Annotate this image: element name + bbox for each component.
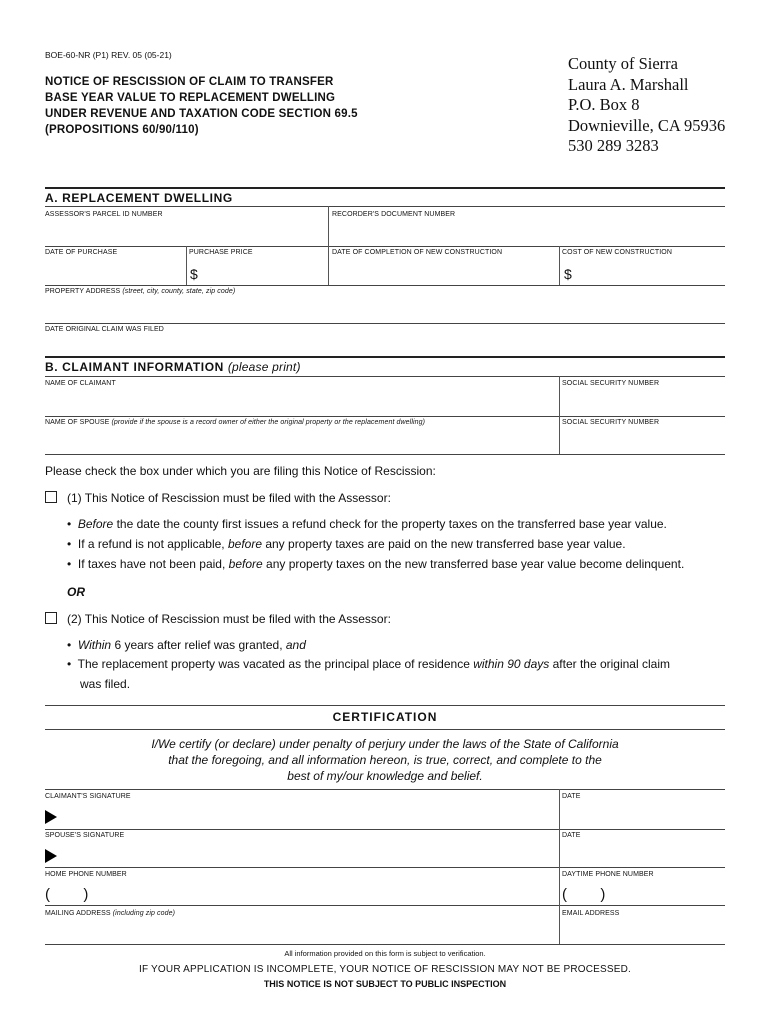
option-1-label: (1) This Notice of Rescission must be filed with the Assessor:	[67, 491, 391, 505]
certification-line: that the foregoing, and all information hereon, is true, correct, and complete to the	[168, 753, 602, 767]
county-address-block	[568, 54, 725, 157]
recorder-doc-field[interactable]	[329, 206, 725, 246]
incomplete-warning: IF YOUR APPLICATION IS INCOMPLETE, YOUR NOTICE OF RESCISSION MAY NOT BE PROCESSED.	[138, 964, 632, 975]
parcel-id-label: ASSESSOR'S PARCEL ID NUMBER	[45, 211, 163, 218]
rule	[45, 944, 725, 945]
section-a-heading: A. REPLACEMENT DWELLING	[45, 191, 233, 205]
claimant-date-label: DATE	[562, 793, 581, 800]
mailing-address-hint: (including zip code)	[112, 910, 176, 917]
property-address-label-text: PROPERTY ADDRESS	[45, 288, 121, 295]
section-b-top-rule	[45, 356, 725, 358]
rule	[45, 729, 725, 730]
spouse-name-hint: (provide if the spouse is a record owner of either the original property or the replacement dwelling)	[111, 419, 426, 426]
certification-statement	[45, 736, 725, 784]
option-2-checkbox[interactable]	[45, 612, 57, 624]
claimant-name-field[interactable]	[45, 376, 558, 416]
form-title-line: UNDER REVENUE AND TAXATION CODE SECTION 69.5	[45, 108, 358, 120]
spouse-date-label: DATE	[562, 832, 581, 839]
section-a-top-rule	[45, 187, 725, 189]
filing-prompt: Please check the box under which you are filing this Notice of Rescission:	[45, 464, 436, 478]
daytime-phone-area-code: ( )	[562, 886, 606, 903]
county-po-box: P.O. Box 8	[568, 95, 640, 114]
claimant-date-field[interactable]	[560, 789, 725, 829]
email-field[interactable]	[560, 905, 725, 944]
list-item: • Before the date the county first issues a refund check for the property taxes on the transferred base year value.	[67, 517, 667, 531]
spouse-signature-label: SPOUSE'S SIGNATURE	[45, 832, 125, 839]
certification-line: I/We certify (or declare) under penalty of perjury under the laws of the State of California	[151, 737, 619, 751]
claimant-signature-field[interactable]	[45, 789, 558, 829]
option-2-label: (2) This Notice of Rescission must be filed with the Assessor:	[67, 612, 391, 626]
form-title-line: (PROPOSITIONS 60/90/110)	[45, 124, 199, 136]
claimant-signature-label: CLAIMANT'S SIGNATURE	[45, 793, 131, 800]
county-name: County of Sierra	[568, 54, 678, 73]
certification-line: best of my/our knowledge and belief.	[287, 769, 483, 783]
home-phone-label: HOME PHONE NUMBER	[45, 871, 127, 878]
or-separator: OR	[67, 585, 85, 599]
purchase-price-dollar: $	[190, 266, 198, 282]
mailing-address-field[interactable]	[45, 905, 558, 944]
completion-date-field[interactable]	[329, 246, 558, 285]
completion-date-label: DATE OF COMPLETION OF NEW CONSTRUCTION	[332, 249, 503, 256]
purchase-date-label: DATE OF PURCHASE	[45, 249, 118, 256]
list-item-continuation: was filed.	[80, 677, 131, 691]
form-title-line: BASE YEAR VALUE TO REPLACEMENT DWELLING	[45, 92, 336, 104]
list-item: • If a refund is not applicable, before any property taxes are paid on the new transferred base year value.	[67, 537, 626, 551]
mailing-address-label-text: MAILING ADDRESS	[45, 910, 111, 917]
list-item: • Within 6 years after relief was granted, and	[67, 638, 306, 652]
list-item: • The replacement property was vacated as the principal place of residence within 90 days after the original claim	[67, 657, 670, 671]
form-title-line: NOTICE OF RESCISSION OF CLAIM TO TRANSFER	[45, 76, 334, 88]
spouse-ssn-field[interactable]	[560, 416, 725, 454]
form-title	[45, 74, 358, 138]
home-phone-field[interactable]	[45, 867, 558, 905]
section-b-heading	[45, 360, 301, 374]
rule	[45, 705, 725, 706]
home-phone-area-code: ( )	[45, 886, 89, 903]
county-phone: 530 289 3283	[568, 136, 659, 155]
spouse-name-label-text: NAME OF SPOUSE	[45, 419, 110, 426]
spouse-name-field[interactable]	[45, 416, 558, 454]
original-claim-date-field[interactable]	[45, 323, 725, 356]
daytime-phone-field[interactable]	[560, 867, 725, 905]
assessor-name: Laura A. Marshall	[568, 74, 689, 94]
county-city: Downieville, CA 95936	[568, 115, 726, 135]
list-item: • If taxes have not been paid, before any property taxes on the new transferred base year value become delinquent.	[67, 557, 685, 571]
rule	[45, 454, 725, 455]
verification-note: All information provided on this form is subject to verification.	[284, 949, 486, 958]
original-claim-date-label: DATE ORIGINAL CLAIM WAS FILED	[45, 326, 164, 333]
certification-heading: CERTIFICATION	[332, 710, 438, 724]
option-1-checkbox[interactable]	[45, 491, 57, 503]
construction-cost-field[interactable]	[560, 246, 725, 285]
claimant-name-label: NAME OF CLAIMANT	[45, 380, 116, 387]
email-label: EMAIL ADDRESS	[562, 910, 620, 917]
spouse-date-field[interactable]	[560, 829, 725, 867]
form-number: BOE-60-NR (P1) REV. 05 (05-21)	[45, 50, 172, 60]
parcel-id-field[interactable]	[45, 206, 327, 246]
purchase-date-field[interactable]	[45, 246, 185, 285]
property-address-field[interactable]	[45, 285, 725, 323]
construction-cost-label: COST OF NEW CONSTRUCTION	[562, 249, 672, 256]
section-b-heading-text: B. CLAIMANT INFORMATION	[45, 360, 224, 374]
spouse-ssn-label: SOCIAL SECURITY NUMBER	[562, 419, 660, 426]
claimant-ssn-field[interactable]	[560, 376, 725, 416]
purchase-price-label: PURCHASE PRICE	[189, 249, 253, 256]
purchase-price-field[interactable]	[187, 246, 327, 285]
public-inspection-note: THIS NOTICE IS NOT SUBJECT TO PUBLIC INSPECTION	[263, 979, 507, 989]
claimant-ssn-label: SOCIAL SECURITY NUMBER	[562, 380, 660, 387]
property-address-hint: (street, city, county, state, zip code)	[122, 288, 236, 295]
daytime-phone-label: DAYTIME PHONE NUMBER	[562, 871, 654, 878]
spouse-signature-field[interactable]	[45, 829, 558, 867]
construction-cost-dollar: $	[564, 266, 572, 282]
recorder-doc-label: RECORDER'S DOCUMENT NUMBER	[332, 211, 456, 218]
section-b-heading-hint: (please print)	[227, 360, 301, 374]
